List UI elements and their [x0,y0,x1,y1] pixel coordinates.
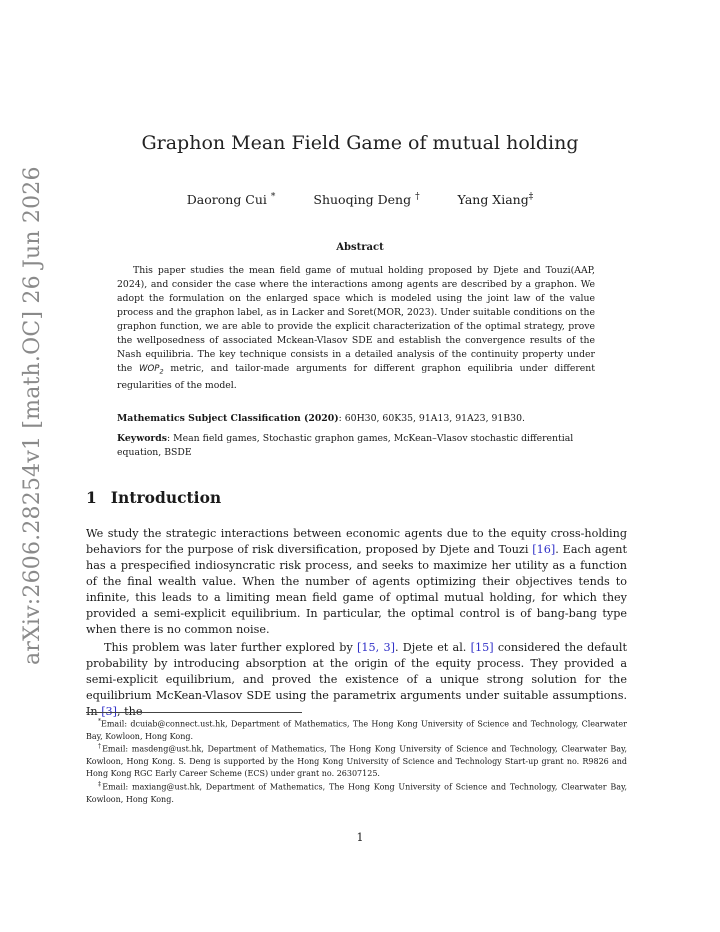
citation-link[interactable]: [16] [532,543,556,556]
abstract-text-end: metric, and tailor-made arguments for different graphon equilibria under different regularities of the model. [117,363,595,391]
footnote-rule [86,712,302,713]
author-name: Shuoqing Deng [313,192,412,208]
metric-name: WOP [139,364,160,374]
paragraph-text: . Each agent has a prespecified indiosyncratic risk process, and seeks to maximize her utility as a function of the final wealth value. When the number of agents optimizing their objectives tends to infinite, this leads to a limiting mean field game of optimal mutual holding, for which they provided a semi-explicit equilibrium. In particular, the optimal control is of bang-bang type when there is no common noise. [86,543,627,636]
paragraph-text: This problem was later further explored by [104,641,358,654]
paragraph-text: We study the strategic interactions between economic agents due to the equity cross-holding behaviors for the purpose of risk diversification, proposed by Djete and Touzi [86,527,627,556]
author-name: Yang Xiang [457,192,529,208]
abstract-body [117,264,595,393]
author-list [0,192,720,207]
author-name: Daorong Cui [186,192,267,208]
msc-label: Mathematics Subject Classification (2020) [117,413,339,424]
intro-paragraph-1 [86,526,627,638]
author-footnote-mark[interactable]: * [270,192,276,202]
footnote-mark: † [98,743,103,750]
footnote-mark: * [98,718,101,725]
footnote-2 [86,741,627,780]
footnote-1 [86,716,627,743]
footnote-3 [86,779,627,806]
abstract-heading: Abstract [336,242,384,253]
page-number: 1 [356,831,364,844]
author-1 [187,192,276,207]
footnote-text: Email: dcuiab@connect.ust.hk, Department of Mathematics, The Hong Kong University of Science and Technology, Clearwater Bay, Kowloon, Hong Kong. [86,719,627,741]
citation-link[interactable]: [3] [101,705,118,718]
author-2 [313,192,419,207]
section-heading [86,488,221,507]
citation-link[interactable]: [15, 3] [357,641,395,654]
keywords-line [117,432,595,460]
msc-codes: : 60H30, 60K35, 91A13, 91A23, 91B30. [338,413,525,424]
section-number: 1 [86,488,97,507]
footnote-text: Email: maxiang@ust.hk, Department of Mathematics, The Hong Kong University of Science and Technology, Clearwater Bay, Kowloon, Hong Kong. [86,782,628,804]
author-footnote-mark[interactable]: † [415,192,420,202]
intro-paragraph-2 [86,640,627,720]
msc-line [117,412,597,426]
keywords-text: : Mean field games, Stochastic graphon games, McKean–Vlasov stochastic differential equation, BSDE [117,433,574,458]
metric-subscript: 2 [159,367,164,376]
paragraph-text: . Djete et al. [394,641,471,654]
abstract-text: This paper studies the mean field game of mutual holding proposed by Djete and Touzi(AAP, 2024), and consider the case where the interactions among agents are described by a graphon. We adopt the formulation on the enlarged space which is modeled using the joint law of the value process and the graphon label, as in Lacker and Soret(MOR, 2023). Under suitable conditions on the graphon function, we are able to provide the explicit characterization of the optimal strategy, prove the wellposedness of associated Mckean-Vlasov SDE and establish the convergence results of the Nash equilibria. The key technique consists in a detailed analysis of the continuity property under the [117,265,595,374]
paper-title: Graphon Mean Field Game of mutual holding [141,132,579,154]
footnote-mark: ‡ [98,781,103,788]
paragraph-text: , the [117,705,143,718]
citation-link[interactable]: [15] [470,641,494,654]
arxiv-side-stamp[interactable]: arXiv:2606.28254v1 [math.OC] 26 Jun 2026 [20,166,45,665]
paragraph-text: considered the default probability by introducing absorption at the origin of the equity process. They provided a semi-explicit equilibrium, and proved the existence of a unique strong solution for the equilibrium McKean-Vlasov SDE using the parametrix arguments under suitable assumptions. In [86,641,627,718]
author-footnote-mark[interactable]: ‡ [528,192,534,202]
author-3 [458,192,534,207]
metric-symbol [139,364,164,374]
keywords-label: Keywords [117,433,168,444]
footnote-text: Email: masdeng@ust.hk, Department of Mathematics, The Hong Kong University of Science and Technology, Clearwater Bay, Kowloon, Hong Kong. S. Deng is supported by the Hong Kong University of Science and Technology Start-up grant no. R9826 and Hong Kong RGC Early Career Scheme (ECS) under grant no. 26307125. [86,744,628,778]
section-title: Introduction [110,488,222,507]
